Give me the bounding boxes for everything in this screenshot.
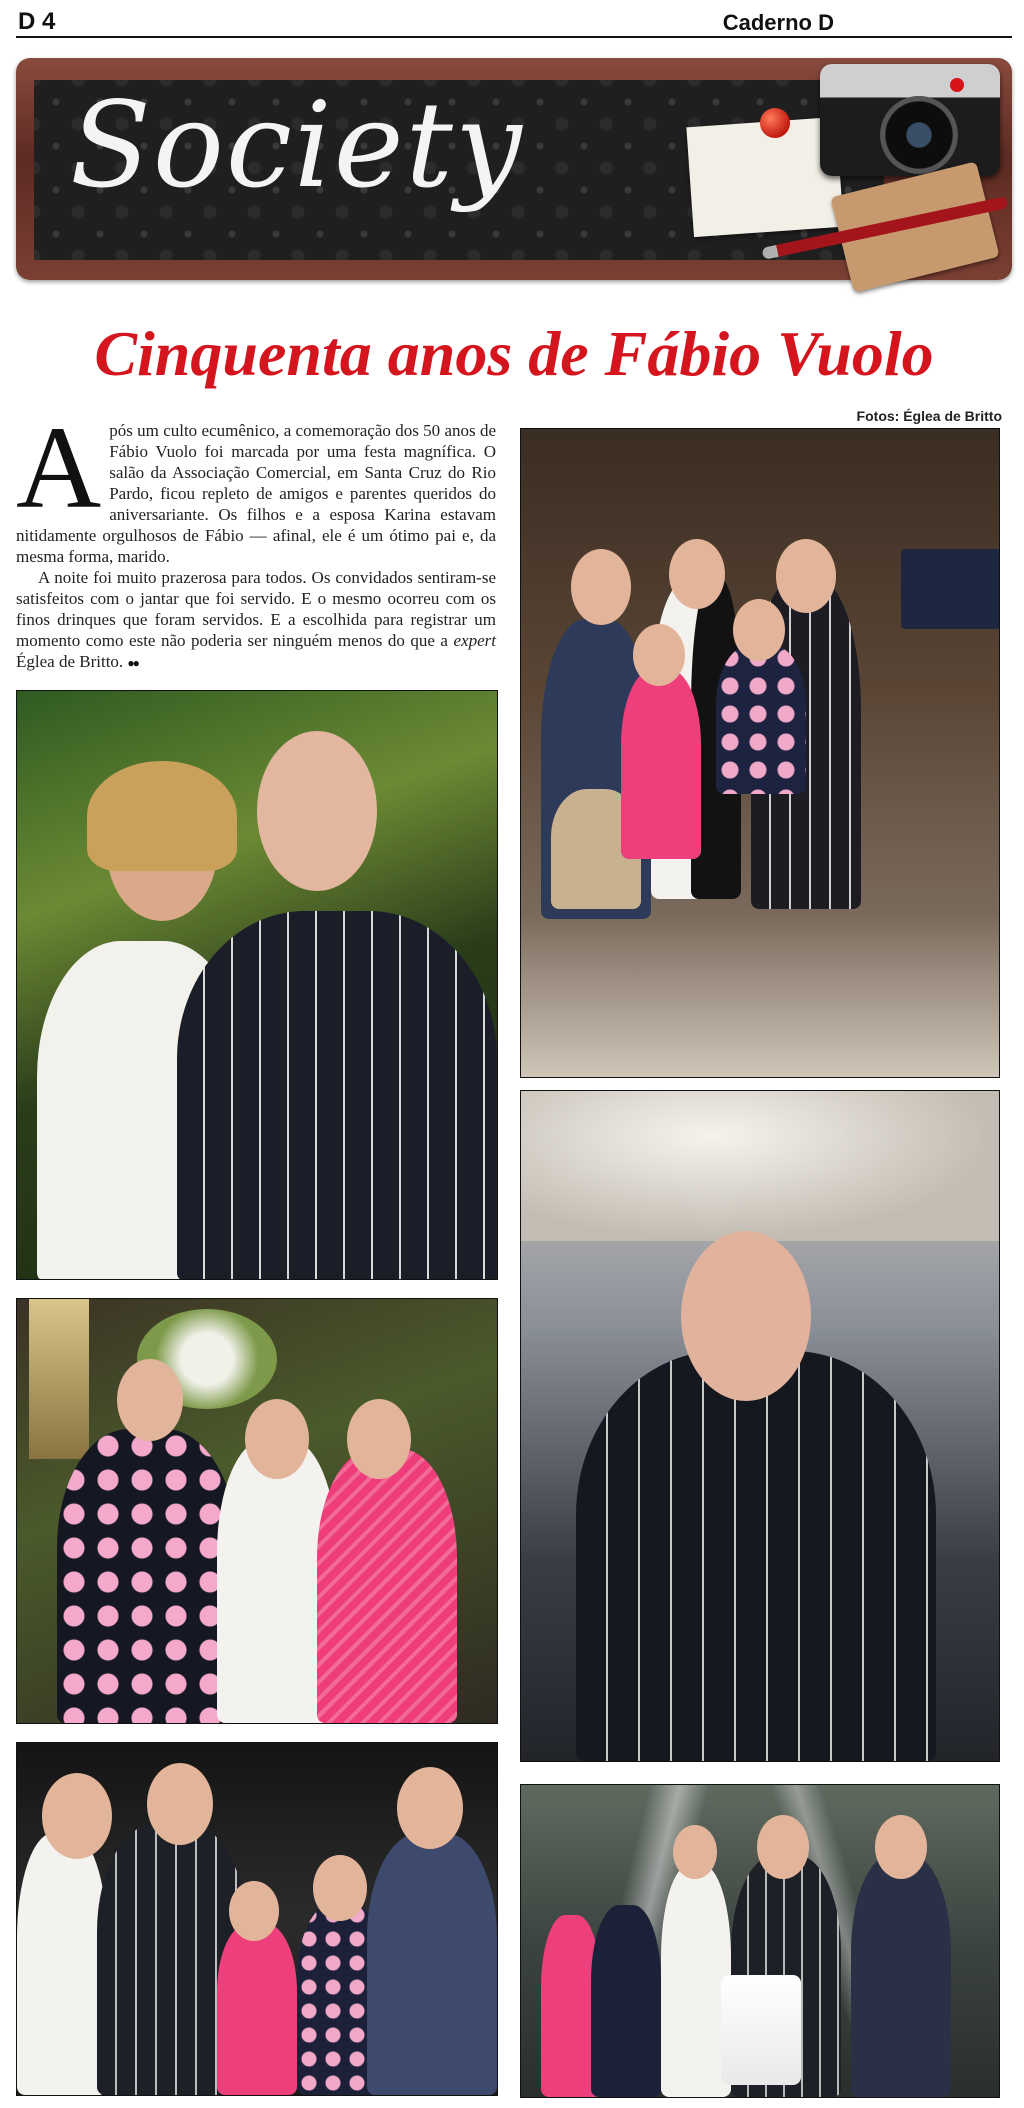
banner-title: Society <box>70 76 524 214</box>
paragraph-1 <box>16 402 496 567</box>
header-rule <box>16 36 1012 38</box>
paragraph-1-text: pós um culto ecumênico, a comemoração dos 50 anos de Fábio Vuolo foi marcada por uma festa magnífica. O salão da Associação Comercial, em Santa Cruz do Rio Pardo, ficou repleto de amigos e parentes queridos do aniversariante. Os filhos e a esposa Karina estavam nitidamente orgulhosos de Fábio — afinal, ele é um ótimo pai e, da mesma forma, marido. <box>16 421 496 566</box>
article-body <box>16 402 496 674</box>
photo-cake-cutting <box>520 1784 1000 2098</box>
pin-icon <box>760 108 790 138</box>
section-label: Caderno D <box>722 10 834 35</box>
photo-mother-daughters <box>16 1298 498 1724</box>
drop-cap: A <box>16 402 102 533</box>
photo-credit: Fotos: Églea de Britto <box>856 408 1002 424</box>
camera-lens <box>880 96 958 174</box>
page-number: D 4 <box>18 8 56 35</box>
paragraph-2-italic: expert <box>453 631 496 650</box>
paragraph-2-end: Églea de Britto. <box>16 652 124 671</box>
photo-couple-embrace <box>16 690 498 1280</box>
paragraph-2 <box>16 567 496 674</box>
photo-fabio-portrait <box>520 1090 1000 1762</box>
article-headline: Cinquenta anos de Fábio Vuolo <box>94 318 934 389</box>
paragraph-2-text: A noite foi muito prazerosa para todos. Os convidados sentiram-se satisfeitos com o jantar que foi servido. E o mesmo ocorreu com os finos drinques que foram servidos. E a escolhida para registrar um momento como este não poderia ser ninguém menos do que a <box>16 568 496 650</box>
end-mark: ●● <box>127 656 138 670</box>
camera-logo <box>950 78 964 92</box>
photo-family-portrait <box>520 428 1000 1078</box>
photo-family-toast <box>16 1742 498 2096</box>
